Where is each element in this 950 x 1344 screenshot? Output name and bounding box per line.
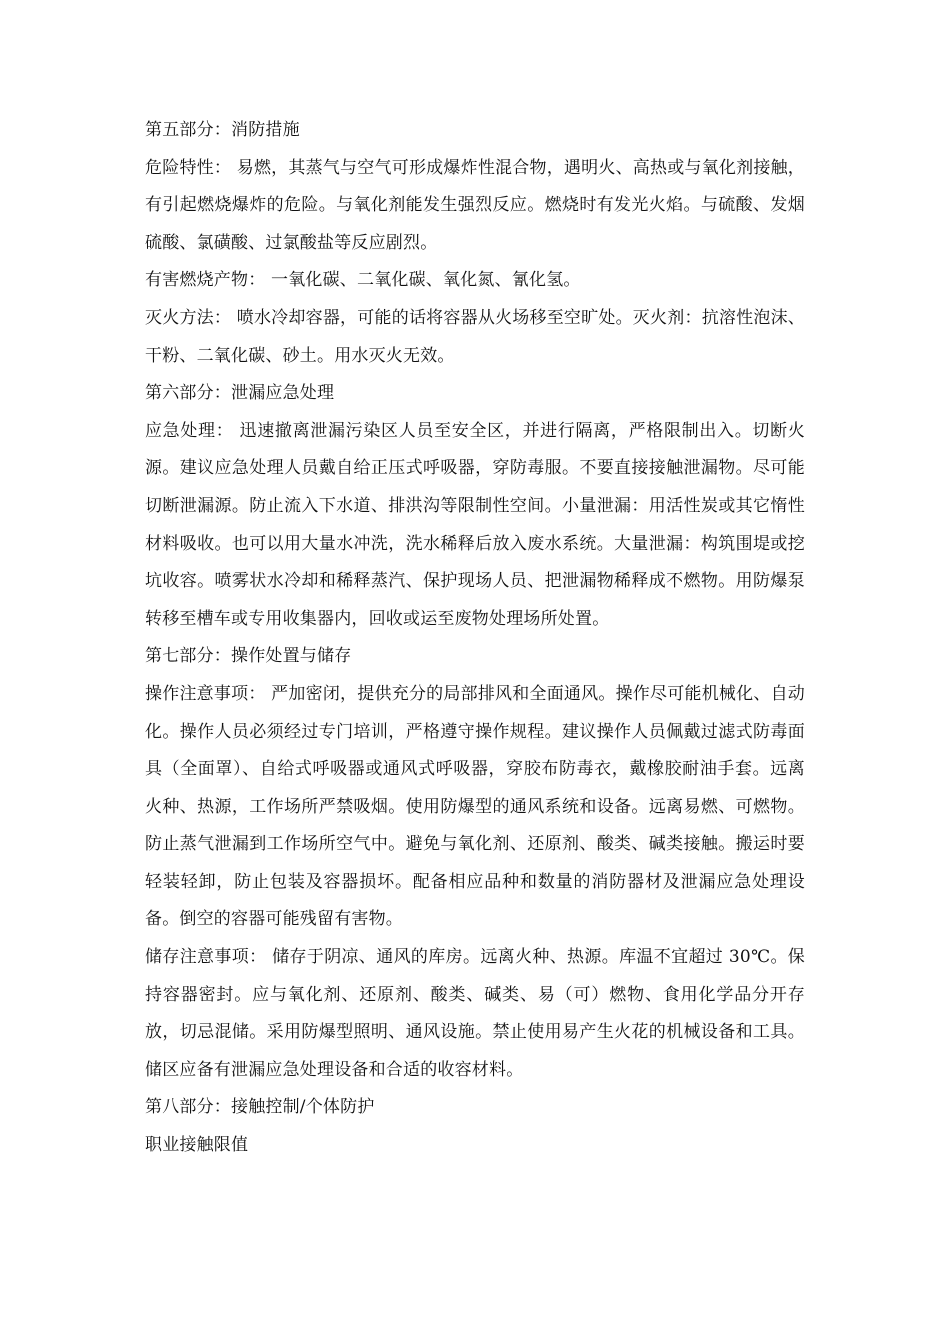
harmful-combustion-products: 有害燃烧产物： 一氧化碳、二氧化碳、氧化氮、氰化氢。 (145, 270, 581, 291)
emergency-handling: 应急处理： 迅速撤离泄漏污染区人员至安全区，并进行隔离，严格限制出入。切断火源。建议应急处理人员戴自给正压式呼吸器，穿防毒服。不要直接接触泄漏物。尽可能切断泄漏源。防止流入下水道、排洪沟等限制性空间。小量泄漏：用活性炭或其它惰性材料吸收。也可以用大量水冲洗，洗水稀释后放入废水系统。大量泄漏：构筑围堤或挖坑收容。喷雾状水冷却和稀释蒸汽、保护现场人员、把泄漏物稀释成不燃物。用防爆泵转移至槽车或专用收集器内，回收或运至废物处理场所处置。 (145, 420, 805, 629)
section-6-heading: 第六部分：泄漏应急处理 (145, 383, 335, 404)
occupational-exposure-limits: 职业接触限值 (145, 1135, 249, 1156)
section-7-heading: 第七部分：操作处置与储存 (145, 646, 352, 667)
section-5-heading: 第五部分：消防措施 (145, 120, 300, 140)
section-8-heading: 第八部分：接触控制/个体防护 (145, 1097, 375, 1118)
extinguishing-method: 灭火方法： 喷水冷却容器，可能的话将容器从火场移至空旷处。灭火剂：抗溶性泡沫、干粉、二氧化碳、砂土。用水灭火无效。 (145, 307, 805, 366)
storage-precautions: 储存注意事项： 储存于阴凉、通风的库房。远离火种、热源。库温不宜超过 30℃。保持容器密封。应与氧化剂、还原剂、酸类、碱类、易（可）燃物、食用化学品分开存放，切忌混储。采用防爆型照明、通风设施。禁止使用易产生火花的机械设备和工具。储区应备有泄漏应急处理设备和合适的收容材料。 (145, 947, 805, 1080)
hazard-characteristics: 危险特性： 易燃，其蒸气与空气可形成爆炸性混合物，遇明火、高热或与氧化剂接触，有引起燃烧爆炸的危险。与氧化剂能发生强烈反应。燃烧时有发光火焰。与硫酸、发烟硫酸、氯磺酸、过氯酸盐等反应剧烈。 (145, 157, 805, 253)
operation-precautions: 操作注意事项： 严加密闭，提供充分的局部排风和全面通风。操作尽可能机械化、自动化。操作人员必须经过专门培训，严格遵守操作规程。建议操作人员佩戴过滤式防毒面具（全面罩）、自给式呼吸器或通风式呼吸器，穿胶布防毒衣，戴橡胶耐油手套。远离火种、热源，工作场所严禁吸烟。使用防爆型的通风系统和设备。远离易燃、可燃物。防止蒸气泄漏到工作场所空气中。避免与氧化剂、还原剂、酸类、碱类接触。搬运时要轻装轻卸，防止包装及容器损坏。配备相应品种和数量的消防器材及泄漏应急处理设备。倒空的容器可能残留有害物。 (145, 683, 805, 930)
document-page (145, 112, 805, 1165)
